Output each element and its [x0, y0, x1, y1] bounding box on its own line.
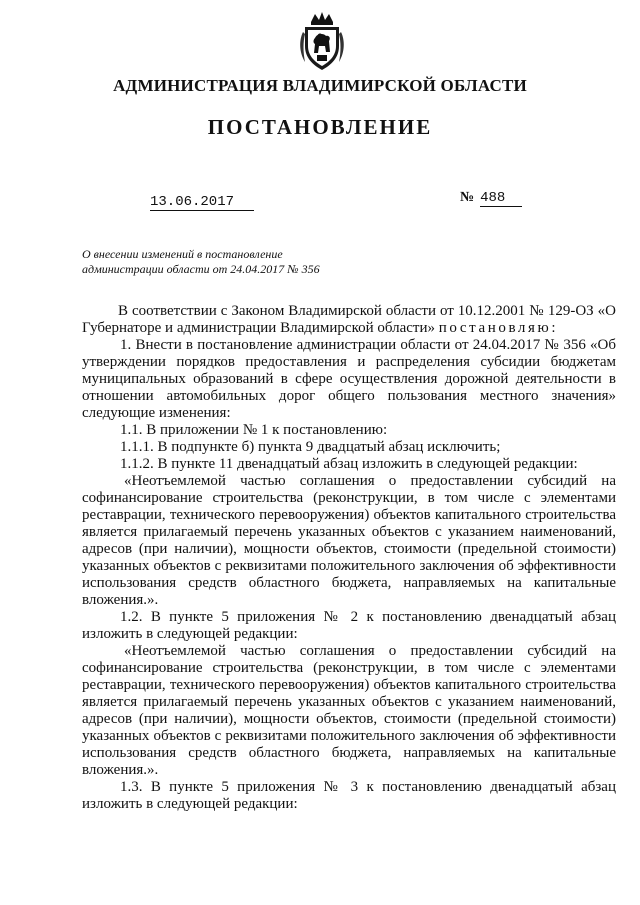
document-body [82, 303, 616, 813]
document-type: ПОСТАНОВЛЕНИЕ [207, 115, 433, 139]
paragraph-1-1-2: 1.1.2. В пункте 11 двенадцатый абзац изложить в следующей редакции: [120, 456, 578, 472]
document-date: 13.06.2017 [150, 194, 254, 211]
subject-line: О внесении изменений в постановление [82, 247, 283, 261]
intro-paragraph [82, 303, 616, 337]
coat-of-arms-icon [297, 8, 347, 72]
subject-line: администрации области от 24.04.2017 № 356 [82, 262, 320, 276]
quote-paragraph-1: «Неотъемлемой частью соглашения о предоставлении субсидий на софинансирование строительства (реконструкции, в том числе с элементами реставрации, технического перевооружения) объектов капитального строительства является прилагаемый перечень указанных объектов с указанием наименований, адресов (при наличии), мощности объектов, стоимости (предельной стоимости) указанных объектов с реквизитами положительного заключения об эффективности использования средств областного бюджета, направляемых на капитальные вложения.». [82, 473, 616, 608]
paragraph-1-1-1: 1.1.1. В подпункте б) пункта 9 двадцатый абзац исключить; [120, 439, 501, 455]
organization-name: АДМИНИСТРАЦИЯ ВЛАДИМИРСКОЙ ОБЛАСТИ [113, 76, 527, 95]
paragraph-1-3: 1.3. В пункте 5 приложения № 3 к постановлению двенадцатый абзац изложить в следующей редакции: [82, 779, 616, 812]
quote-paragraph-2: «Неотъемлемой частью соглашения о предоставлении субсидий на софинансирование строительства (реконструкции, в том числе с элементами реставрации, технического перевооружения) объектов капитального строительства является прилагаемый перечень указанных объектов с указанием наименований, адресов (при наличии), мощности объектов, стоимости (предельной стоимости) указанных объектов с реквизитами положительного заключения об эффективности использования средств областного бюджета, направляемых на капитальные вложения.». [82, 643, 616, 778]
intro-text: В соответствии с Законом Владимирской области от 10.12.2001 № 129-ОЗ «О Губернаторе и администрации Владимирской области» [82, 303, 616, 336]
paragraph-1-1: 1.1. В приложении № 1 к постановлению: [120, 422, 388, 438]
number-sign: № [460, 190, 475, 205]
number-value: 488 [480, 190, 522, 207]
document-subject [82, 247, 382, 277]
paragraph-1: 1. Внести в постановление администрации области от 24.04.2017 № 356 «Об утверждении порядков предоставления и распределения субсидии бюджетам муниципальных образований в сфере осуществления дорожной деятельности в отношении автомобильных дорог общего пользования местного значения» следующие изменения: [82, 337, 616, 421]
intro-verb: постановляю: [438, 320, 559, 336]
paragraph-1-2: 1.2. В пункте 5 приложения № 2 к постановлению двенадцатый абзац изложить в следующей редакции: [82, 609, 616, 642]
document-number [460, 190, 522, 207]
